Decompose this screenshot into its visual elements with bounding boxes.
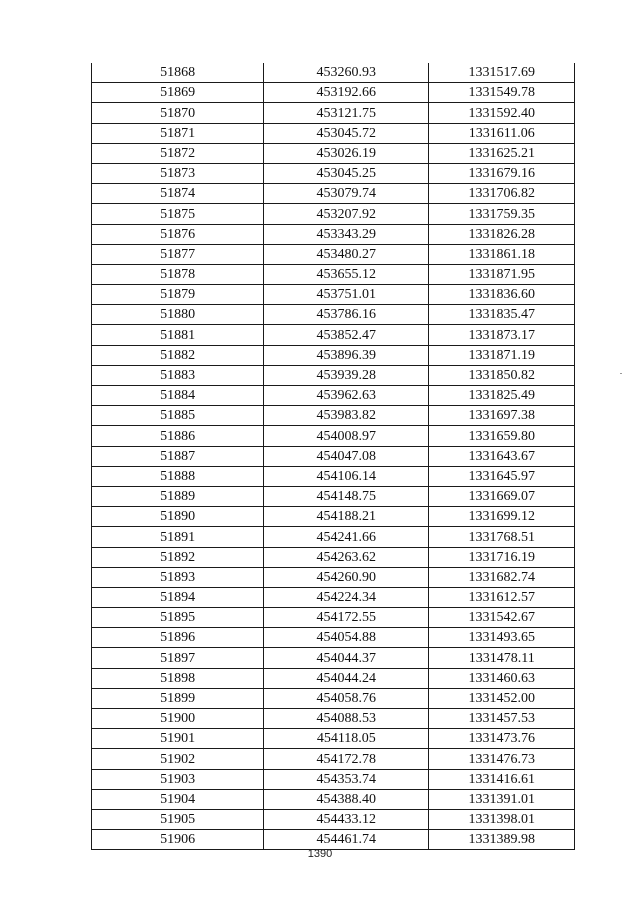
x-coordinate-cell: 453045.72 (264, 123, 429, 143)
y-coordinate-cell: 1331669.07 (429, 486, 575, 506)
point-id-cell: 51872 (92, 143, 264, 163)
table-row (92, 547, 575, 567)
table-row (92, 688, 575, 708)
y-coordinate-cell: 1331592.40 (429, 103, 575, 123)
y-coordinate-cell: 1331478.11 (429, 648, 575, 668)
table-row (92, 789, 575, 809)
y-coordinate-cell: 1331473.76 (429, 729, 575, 749)
point-id-cell: 51892 (92, 547, 264, 567)
y-coordinate-cell: 1331825.49 (429, 386, 575, 406)
x-coordinate-cell: 454263.62 (264, 547, 429, 567)
table-row (92, 365, 575, 385)
table-row (92, 406, 575, 426)
y-coordinate-cell: 1331549.78 (429, 83, 575, 103)
point-id-cell: 51895 (92, 608, 264, 628)
point-id-cell: 51893 (92, 567, 264, 587)
x-coordinate-cell: 453983.82 (264, 406, 429, 426)
x-coordinate-cell: 454148.75 (264, 486, 429, 506)
point-id-cell: 51900 (92, 709, 264, 729)
y-coordinate-cell: 1331612.57 (429, 587, 575, 607)
table-row (92, 567, 575, 587)
x-coordinate-cell: 453343.29 (264, 224, 429, 244)
scan-speck (620, 373, 622, 374)
x-coordinate-cell: 454172.78 (264, 749, 429, 769)
point-id-cell: 51903 (92, 769, 264, 789)
point-id-cell: 51889 (92, 486, 264, 506)
table-row (92, 507, 575, 527)
point-id-cell: 51879 (92, 285, 264, 305)
point-id-cell: 51877 (92, 244, 264, 264)
point-id-cell: 51885 (92, 406, 264, 426)
table-row (92, 184, 575, 204)
table-row (92, 426, 575, 446)
x-coordinate-cell: 453121.75 (264, 103, 429, 123)
y-coordinate-cell: 1331759.35 (429, 204, 575, 224)
x-coordinate-cell: 454461.74 (264, 830, 429, 850)
x-coordinate-cell: 453045.25 (264, 163, 429, 183)
x-coordinate-cell: 454058.76 (264, 688, 429, 708)
point-id-cell: 51890 (92, 507, 264, 527)
table-row (92, 204, 575, 224)
y-coordinate-cell: 1331716.19 (429, 547, 575, 567)
point-id-cell: 51904 (92, 789, 264, 809)
x-coordinate-cell: 453079.74 (264, 184, 429, 204)
x-coordinate-cell: 454172.55 (264, 608, 429, 628)
table-row (92, 325, 575, 345)
table-row (92, 486, 575, 506)
x-coordinate-cell: 454224.34 (264, 587, 429, 607)
y-coordinate-cell: 1331768.51 (429, 527, 575, 547)
table-row (92, 729, 575, 749)
y-coordinate-cell: 1331643.67 (429, 446, 575, 466)
point-id-cell: 51894 (92, 587, 264, 607)
table-row (92, 244, 575, 264)
y-coordinate-cell: 1331625.21 (429, 143, 575, 163)
table-row (92, 83, 575, 103)
table-row (92, 749, 575, 769)
point-id-cell: 51898 (92, 668, 264, 688)
point-id-cell: 51884 (92, 386, 264, 406)
table-row (92, 608, 575, 628)
x-coordinate-cell: 453026.19 (264, 143, 429, 163)
point-id-cell: 51868 (92, 63, 264, 83)
y-coordinate-cell: 1331645.97 (429, 466, 575, 486)
table-row (92, 668, 575, 688)
point-id-cell: 51886 (92, 426, 264, 446)
y-coordinate-cell: 1331871.95 (429, 264, 575, 284)
table-row (92, 143, 575, 163)
y-coordinate-cell: 1331699.12 (429, 507, 575, 527)
x-coordinate-cell: 454106.14 (264, 466, 429, 486)
table-row (92, 163, 575, 183)
point-id-cell: 51881 (92, 325, 264, 345)
x-coordinate-cell: 453852.47 (264, 325, 429, 345)
y-coordinate-cell: 1331861.18 (429, 244, 575, 264)
x-coordinate-cell: 453192.66 (264, 83, 429, 103)
x-coordinate-cell: 454008.97 (264, 426, 429, 446)
coordinate-table (91, 63, 575, 850)
y-coordinate-cell: 1331611.06 (429, 123, 575, 143)
y-coordinate-cell: 1331850.82 (429, 365, 575, 385)
x-coordinate-cell: 453786.16 (264, 305, 429, 325)
y-coordinate-cell: 1331682.74 (429, 567, 575, 587)
y-coordinate-cell: 1331706.82 (429, 184, 575, 204)
x-coordinate-cell: 454260.90 (264, 567, 429, 587)
point-id-cell: 51883 (92, 365, 264, 385)
table-row (92, 264, 575, 284)
point-id-cell: 51888 (92, 466, 264, 486)
x-coordinate-cell: 453480.27 (264, 244, 429, 264)
x-coordinate-cell: 453896.39 (264, 345, 429, 365)
coordinate-table-body (92, 63, 575, 850)
page-number: 1390 (307, 848, 333, 860)
table-row (92, 769, 575, 789)
y-coordinate-cell: 1331389.98 (429, 830, 575, 850)
y-coordinate-cell: 1331542.67 (429, 608, 575, 628)
table-row (92, 809, 575, 829)
y-coordinate-cell: 1331398.01 (429, 809, 575, 829)
point-id-cell: 51869 (92, 83, 264, 103)
point-id-cell: 51878 (92, 264, 264, 284)
y-coordinate-cell: 1331452.00 (429, 688, 575, 708)
x-coordinate-cell: 453655.12 (264, 264, 429, 284)
x-coordinate-cell: 454044.24 (264, 668, 429, 688)
y-coordinate-cell: 1331697.38 (429, 406, 575, 426)
table-row (92, 830, 575, 850)
point-id-cell: 51887 (92, 446, 264, 466)
point-id-cell: 51875 (92, 204, 264, 224)
point-id-cell: 51899 (92, 688, 264, 708)
y-coordinate-cell: 1331659.80 (429, 426, 575, 446)
y-coordinate-cell: 1331873.17 (429, 325, 575, 345)
point-id-cell: 51902 (92, 749, 264, 769)
table-row (92, 709, 575, 729)
table-row (92, 648, 575, 668)
table-row (92, 527, 575, 547)
x-coordinate-cell: 454118.05 (264, 729, 429, 749)
table-row (92, 224, 575, 244)
x-coordinate-cell: 454047.08 (264, 446, 429, 466)
y-coordinate-cell: 1331476.73 (429, 749, 575, 769)
point-id-cell: 51876 (92, 224, 264, 244)
point-id-cell: 51871 (92, 123, 264, 143)
y-coordinate-cell: 1331457.53 (429, 709, 575, 729)
y-coordinate-cell: 1331416.61 (429, 769, 575, 789)
point-id-cell: 51901 (92, 729, 264, 749)
x-coordinate-cell: 453751.01 (264, 285, 429, 305)
point-id-cell: 51874 (92, 184, 264, 204)
table-row (92, 63, 575, 83)
x-coordinate-cell: 454054.88 (264, 628, 429, 648)
point-id-cell: 51880 (92, 305, 264, 325)
y-coordinate-cell: 1331460.63 (429, 668, 575, 688)
table-row (92, 466, 575, 486)
y-coordinate-cell: 1331679.16 (429, 163, 575, 183)
y-coordinate-cell: 1331826.28 (429, 224, 575, 244)
x-coordinate-cell: 453939.28 (264, 365, 429, 385)
table-row (92, 628, 575, 648)
x-coordinate-cell: 454044.37 (264, 648, 429, 668)
x-coordinate-cell: 454188.21 (264, 507, 429, 527)
y-coordinate-cell: 1331517.69 (429, 63, 575, 83)
point-id-cell: 51897 (92, 648, 264, 668)
table-row (92, 103, 575, 123)
x-coordinate-cell: 453260.93 (264, 63, 429, 83)
point-id-cell: 51905 (92, 809, 264, 829)
y-coordinate-cell: 1331836.60 (429, 285, 575, 305)
y-coordinate-cell: 1331871.19 (429, 345, 575, 365)
point-id-cell: 51873 (92, 163, 264, 183)
y-coordinate-cell: 1331493.65 (429, 628, 575, 648)
point-id-cell: 51891 (92, 527, 264, 547)
point-id-cell: 51906 (92, 830, 264, 850)
x-coordinate-cell: 454088.53 (264, 709, 429, 729)
table-row (92, 305, 575, 325)
table-row (92, 386, 575, 406)
x-coordinate-cell: 454241.66 (264, 527, 429, 547)
y-coordinate-cell: 1331391.01 (429, 789, 575, 809)
table-row (92, 446, 575, 466)
table-row (92, 587, 575, 607)
y-coordinate-cell: 1331835.47 (429, 305, 575, 325)
x-coordinate-cell: 453207.92 (264, 204, 429, 224)
point-id-cell: 51882 (92, 345, 264, 365)
x-coordinate-cell: 454388.40 (264, 789, 429, 809)
x-coordinate-cell: 454433.12 (264, 809, 429, 829)
point-id-cell: 51870 (92, 103, 264, 123)
table-row (92, 345, 575, 365)
point-id-cell: 51896 (92, 628, 264, 648)
table-row (92, 123, 575, 143)
x-coordinate-cell: 454353.74 (264, 769, 429, 789)
table-row (92, 285, 575, 305)
x-coordinate-cell: 453962.63 (264, 386, 429, 406)
